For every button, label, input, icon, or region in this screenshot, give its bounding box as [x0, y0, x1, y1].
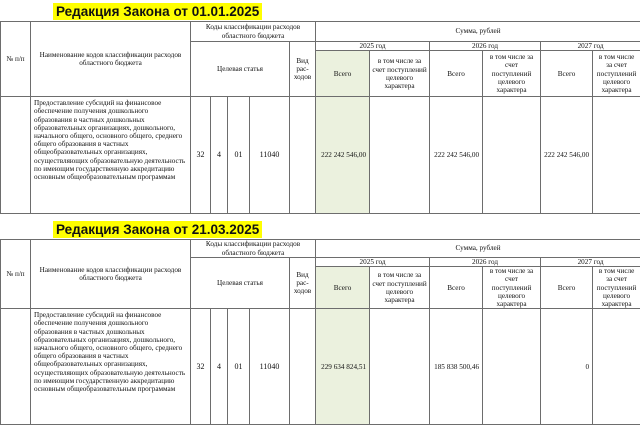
header-targeted-2026: в том числе за счет поступлений целевого характера	[483, 51, 541, 97]
header-name: Наименование кодов классификации расходов областного бюджета	[31, 22, 191, 97]
row-expense-type	[290, 97, 316, 214]
header-year-2025: 2025 год	[316, 258, 430, 267]
row-total-2026: 222 242 546,00	[430, 97, 483, 214]
header-year-2026: 2026 год	[430, 258, 541, 267]
header-total-2026: Всего	[430, 267, 483, 309]
header-targeted-2027: в том числе за счет поступлений целевого характера	[593, 267, 640, 309]
header-total-2025: Всего	[316, 51, 370, 97]
budget-table-2	[0, 239, 640, 425]
row-targeted-2027	[593, 97, 640, 214]
edition-heading-1: Редакция Закона от 01.01.2025	[53, 3, 262, 20]
row-total-2025: 222 242 546,00	[316, 97, 370, 214]
code-part-1: 32	[191, 97, 211, 214]
edition-heading-2: Редакция Закона от 21.03.2025	[53, 221, 262, 238]
row-num	[1, 97, 31, 214]
row-expense-type	[290, 309, 316, 425]
code-part-4: 11040	[250, 309, 290, 425]
header-targeted-2027: в том числе за счет поступлений целевого характера	[593, 51, 640, 97]
header-name: Наименование кодов классификации расходов областного бюджета	[31, 240, 191, 309]
header-total-2027: Всего	[541, 51, 593, 97]
code-part-3: 01	[228, 309, 250, 425]
row-targeted-2025	[370, 309, 430, 425]
code-part-4: 11040	[250, 97, 290, 214]
header-expense-type: Вид рас-ходов	[290, 258, 316, 309]
header-total-2027: Всего	[541, 267, 593, 309]
header-year-2027: 2027 год	[541, 42, 640, 51]
header-amount-group: Сумма, рублей	[316, 240, 640, 258]
row-description: Предоставление субсидий на финансовое обеспечение получения дошкольного образования в частных дошкольных образовательных организациях, дошкольного, начального общего, основного общего, среднего общего образования в частных общеобразовательных организациях, осуществляющих образовательную деятельность по имеющим государственную аккредитацию основным общеобразовательным программам	[31, 309, 191, 425]
row-targeted-2026	[483, 309, 541, 425]
header-year-2026: 2026 год	[430, 42, 541, 51]
header-targeted-2026: в том числе за счет поступлений целевого характера	[483, 267, 541, 309]
code-part-3: 01	[228, 97, 250, 214]
header-num: № п/п	[1, 22, 31, 97]
row-targeted-2027	[593, 309, 640, 425]
header-codes-group: Коды классификации расходов областного бюджета	[191, 240, 316, 258]
header-targeted-2025: в том числе за счет поступлений целевого характера	[370, 51, 430, 97]
header-codes-group: Коды классификации расходов областного бюджета	[191, 22, 316, 42]
row-total-2025: 229 634 824,51	[316, 309, 370, 425]
header-targeted-2025: в том числе за счет поступлений целевого характера	[370, 267, 430, 309]
code-part-1: 32	[191, 309, 211, 425]
header-year-2025: 2025 год	[316, 42, 430, 51]
header-num: № п/п	[1, 240, 31, 309]
row-total-2026: 185 838 500,46	[430, 309, 483, 425]
table-row	[1, 309, 640, 425]
row-targeted-2025	[370, 97, 430, 214]
table-row	[1, 97, 640, 214]
header-total-2026: Всего	[430, 51, 483, 97]
code-part-2: 4	[211, 309, 228, 425]
header-amount-group: Сумма, рублей	[316, 22, 640, 42]
row-total-2027: 222 242 546,00	[541, 97, 593, 214]
header-total-2025: Всего	[316, 267, 370, 309]
row-total-2027: 0	[541, 309, 593, 425]
header-year-2027: 2027 год	[541, 258, 640, 267]
row-description: Предоставление субсидий на финансовое обеспечение получения дошкольного образования в частных дошкольных образовательных организациях, дошкольного, начального общего, основного общего, среднего общего образования в частных общеобразовательных организациях, осуществляющих образовательную деятельность по имеющим государственную аккредитацию основным общеобразовательным программам	[31, 97, 191, 214]
code-part-2: 4	[211, 97, 228, 214]
row-num	[1, 309, 31, 425]
header-target-article: Целевая статья	[191, 42, 290, 97]
header-target-article: Целевая статья	[191, 258, 290, 309]
row-targeted-2026	[483, 97, 541, 214]
header-expense-type: Вид рас-ходов	[290, 42, 316, 97]
budget-table-1	[0, 21, 640, 214]
